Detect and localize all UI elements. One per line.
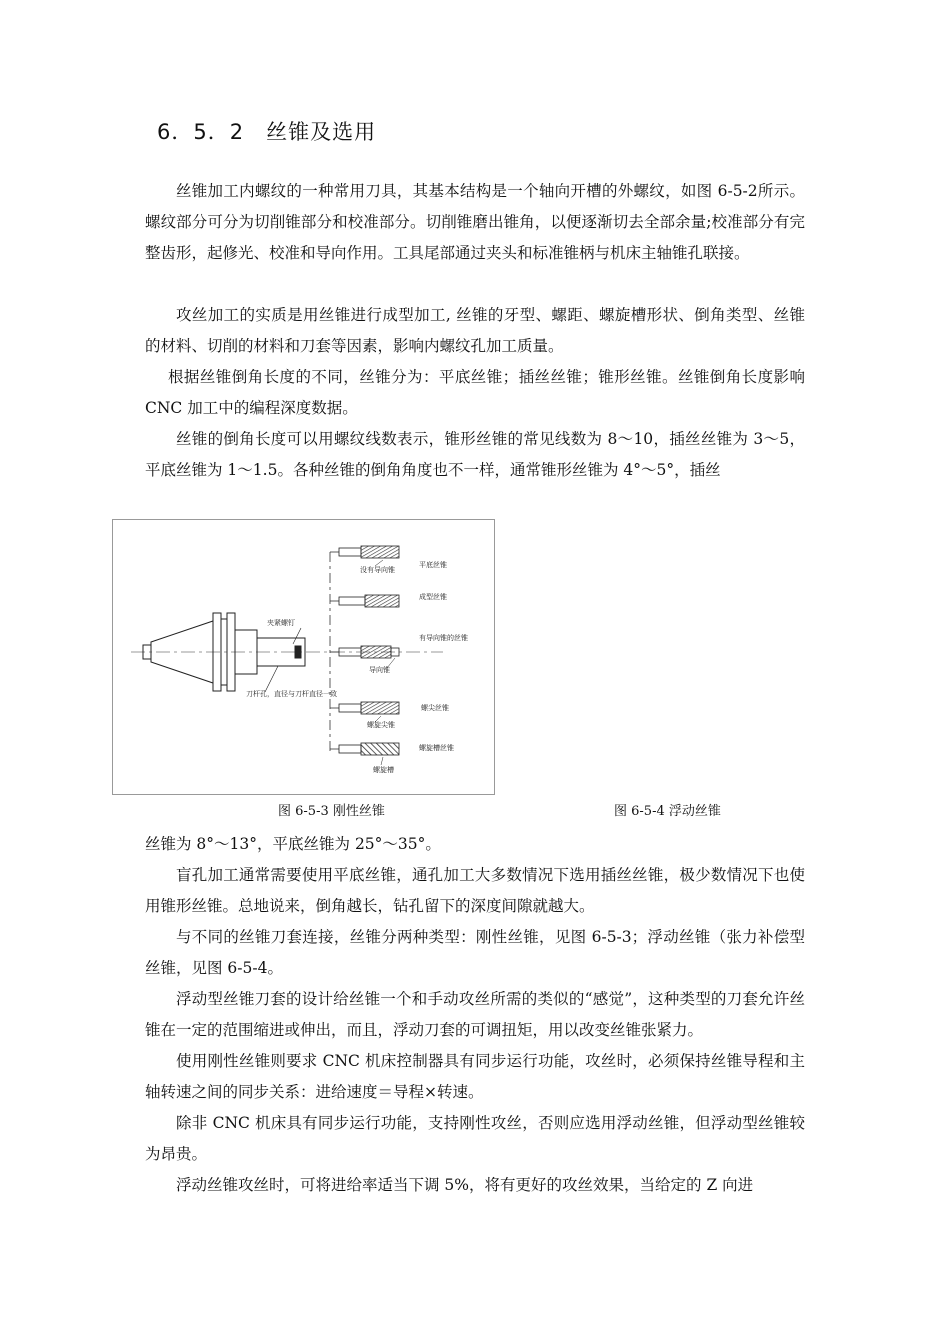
caption-fig-6-5-4: 图 6-5-4 浮动丝锥 [614,804,721,819]
paragraph-10: 除非 CNC 机床具有同步运行功能，支持刚性攻丝，否则应选用浮动丝锥，但浮动型丝锥较为昂贵。 [145,1114,805,1163]
section-heading [157,116,376,146]
label-no-guide: 没有导向锥 [360,566,395,574]
label-guided-tap: 有导向锥的丝锥 [419,634,468,642]
label-spiral-point: 螺旋尖锥 [367,721,395,729]
label-clamp-screw: 夹紧螺钉 [267,619,295,627]
paragraph-3: 根据丝锥倒角长度的不同，丝锥分为：平底丝锥；插丝丝锥；锥形丝锥。丝锥倒角长度影响 CNC 加工中的编程深度数据。 [145,368,805,417]
flat-tap-icon [339,546,399,558]
spiral-point-tap-icon [339,702,399,714]
tap-diagram [113,520,494,794]
label-guide-cone: 导向锥 [369,666,390,674]
paragraph-7: 与不同的丝锥刀套连接，丝锥分两种类型：刚性丝锥，见图 6-5-3；浮动丝锥（张力补偿型丝锥，见图 6-5-4。 [145,928,805,977]
label-spiral-point-tap: 螺尖丝锥 [421,704,449,712]
figure-rigid-tap [112,519,495,795]
paragraph-4: 丝锥的倒角长度可以用螺纹线数表示，锥形丝锥的常见线数为 8～10，插丝丝锥为 3～5，平底丝锥为 1～1.5。各种丝锥的倒角角度也不一样，通常锥形丝锥为 4°～5°，插丝 [145,430,805,479]
paragraph-2: 攻丝加工的实质是用丝锥进行成型加工, 丝锥的牙型、螺距、螺旋槽形状、倒角类型、丝锥的材料、切削的材料和刀套等因素，影响内螺纹孔加工质量。 [145,306,805,355]
label-shank-hole: 刀杆孔，直径与刀杆直径一致 [246,690,337,698]
paragraph-6: 盲孔加工通常需要使用平底丝锥，通孔加工大多数情况下选用插丝丝锥，极少数情况下也使用锥形丝锥。总地说来，倒角越长，钻孔留下的深度间隙就越大。 [145,866,805,915]
spiral-flute-tap-icon [339,743,399,755]
guided-tap-icon [339,646,399,658]
label-formed-tap: 成型丝锥 [419,593,447,601]
paragraph-8: 浮动型丝锥刀套的设计给丝锥一个和手动攻丝所需的类似的“感觉”，这种类型的刀套允许丝锥在一定的范围缩进或伸出，而且，浮动刀套的可调扭矩，用以改变丝锥张紧力。 [145,990,805,1039]
paragraph-11: 浮动丝锥攻丝时，可将进给率适当下调 5%，将有更好的攻丝效果，当给定的 Z 向进 [176,1176,754,1194]
paragraph-1: 丝锥加工内螺纹的一种常用刀具，其基本结构是一个轴向开槽的外螺纹，如图 6-5-2所示。螺纹部分可分为切削锥部分和校准部分。切削锥磨出锥角，以便逐渐切去全部余量;校准部分有完整齿形，起修光、校准和导向作用。工具尾部通过夹头和标准锥柄与机床主轴锥孔联接。 [145,182,805,262]
paragraph-9: 使用刚性丝锥则要求 CNC 机床控制器具有同步运行功能，攻丝时，必须保持丝锥导程和主轴转速之间的同步关系：进给速度＝导程×转速。 [145,1052,805,1101]
label-flat-tap: 平底丝锥 [419,561,447,569]
formed-tap-icon [339,595,399,607]
label-spiral-flute-tap: 螺旋槽丝锥 [419,744,454,752]
section-title: 丝锥及选用 [266,120,377,144]
label-spiral-flute: 螺旋槽 [373,766,394,774]
paragraph-5: 丝锥为 8°～13°，平底丝锥为 25°～35°。 [145,835,441,853]
section-number: 6．5．2 [157,120,245,144]
caption-fig-6-5-3: 图 6-5-3 刚性丝锥 [278,804,385,819]
